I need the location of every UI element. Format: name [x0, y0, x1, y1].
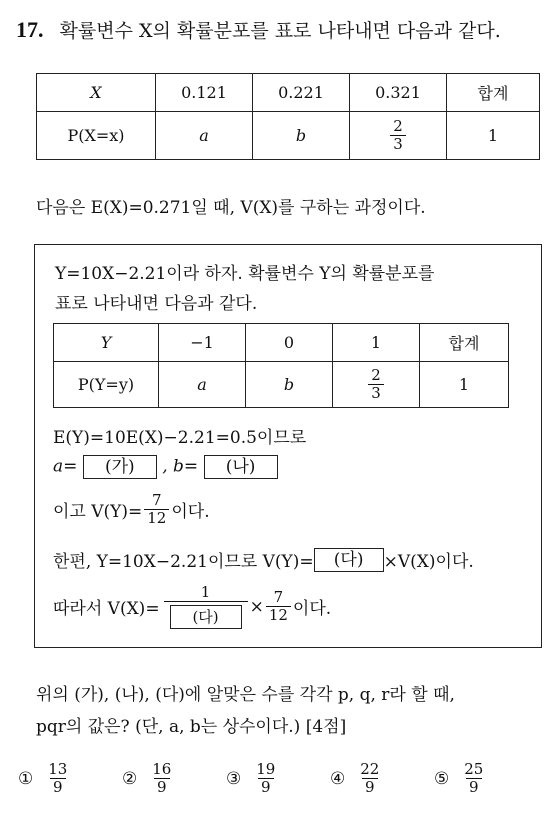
- choice-3[interactable]: [226, 762, 330, 796]
- fraction: $\frac{2}{3}$: [368, 368, 384, 402]
- table-cell: 0.321: [350, 74, 447, 112]
- fraction: [357, 762, 382, 796]
- final-line: [53, 585, 331, 629]
- table-cell: 0: [246, 324, 333, 362]
- fraction: [164, 585, 248, 629]
- choice-mark: ①: [18, 768, 34, 789]
- fraction-numerator: 16: [152, 760, 172, 778]
- table-row-label: P(Y=y): [54, 362, 159, 408]
- fraction-denominator: 9: [50, 778, 66, 796]
- ask-line-1: 위의 (가), (나), (다)에 알맞은 수를 각각 p, q, r라 할 때,: [36, 685, 455, 705]
- fraction-numerator: 1: [200, 583, 211, 601]
- box-line-1: Y=10X−2.21이라 하자. 확률변수 Y의 확률분포를: [55, 264, 435, 284]
- ab-line: [53, 455, 278, 479]
- fraction-numerator: 13: [48, 760, 68, 778]
- table-cell: 1: [420, 362, 509, 408]
- choice-2[interactable]: [122, 762, 226, 796]
- fraction-numerator: 7: [273, 588, 284, 607]
- fraction-denominator: 9: [466, 778, 482, 796]
- fraction-numerator: 19: [256, 760, 276, 778]
- table-row: [54, 362, 509, 408]
- question-header: [16, 16, 501, 43]
- box-line-2: 표로 나타내면 다음과 같다.: [55, 294, 258, 314]
- fraction: [266, 590, 291, 624]
- fraction-denominator: 12: [144, 509, 169, 527]
- answer-choices: [18, 762, 538, 796]
- choice-mark: ③: [226, 768, 242, 789]
- table-cell: Y: [54, 324, 159, 362]
- a-equals: a=: [53, 456, 78, 477]
- table-header-row: [37, 74, 540, 112]
- fraction: [461, 762, 486, 796]
- table-cell: b: [246, 362, 333, 408]
- table-cell-fraction: [333, 362, 420, 408]
- solution-box: [34, 244, 542, 648]
- table-cell: b: [253, 112, 350, 160]
- question-stem: 확률변수 X의 확률분포를 표로 나타내면 다음과 같다.: [59, 20, 501, 42]
- table-cell: 0.221: [253, 74, 350, 112]
- table-cell: 합계: [420, 324, 509, 362]
- fraction-numerator: 22: [360, 760, 380, 778]
- fraction-denominator: [164, 601, 248, 629]
- choice-mark: ②: [122, 768, 138, 789]
- hanpyeon-suffix: ×V(X)이다.: [383, 552, 474, 572]
- vy-prefix: 이고 V(Y)=: [53, 502, 143, 523]
- vy-line: [53, 493, 210, 527]
- table-cell: X: [37, 74, 156, 112]
- fraction-denominator: 9: [362, 778, 378, 796]
- ask-line-2: pqr의 값은? (단, a, b는 상수이다.) [4점]: [36, 717, 347, 737]
- fraction-denominator: 12: [266, 606, 291, 624]
- table-cell: −1: [159, 324, 246, 362]
- blank-na: (나): [204, 455, 278, 479]
- table-cell-fraction: [350, 112, 447, 160]
- table-cell: a: [156, 112, 253, 160]
- fraction: [149, 762, 174, 796]
- choice-5[interactable]: [434, 762, 538, 796]
- fraction: [144, 493, 169, 527]
- choice-1[interactable]: [18, 762, 122, 796]
- fraction-denominator: 9: [154, 778, 170, 796]
- blank-da-2: (다): [170, 605, 242, 629]
- final-prefix: 따라서 V(X)=: [53, 599, 160, 620]
- b-equals: , b=: [162, 456, 199, 477]
- table-cell: 1: [447, 112, 540, 160]
- blank-da: (다): [314, 548, 384, 572]
- hanpyeon-prefix: 한편, Y=10X−2.21이므로 V(Y)=: [53, 552, 314, 572]
- final-suffix: 이다.: [292, 599, 332, 620]
- question-number: 17.: [16, 17, 44, 42]
- choice-mark: ④: [330, 768, 346, 789]
- hanpyeon-line: [53, 547, 474, 572]
- given-line: 다음은 E(X)=0.271일 때, V(X)를 구하는 과정이다.: [36, 198, 426, 218]
- vy-suffix: 이다.: [171, 502, 210, 523]
- ey-line: E(Y)=10E(X)−2.21=0.5이므로: [53, 428, 307, 448]
- fraction: [253, 762, 278, 796]
- fraction: $\frac{2}{3}$: [390, 119, 406, 153]
- fraction-numerator: 25: [464, 760, 484, 778]
- probability-table-y: [53, 323, 509, 408]
- table-cell: 0.121: [156, 74, 253, 112]
- choice-mark: ⑤: [434, 768, 450, 789]
- fraction-numerator: 7: [152, 491, 162, 509]
- table-row: [37, 112, 540, 160]
- fraction-denominator: 9: [258, 778, 274, 796]
- table-cell: 합계: [447, 74, 540, 112]
- table-header-row: [54, 324, 509, 362]
- table-row-label: P(X=x): [37, 112, 156, 160]
- fraction: [45, 762, 70, 796]
- probability-table-x: [36, 73, 540, 160]
- blank-ga: (가): [83, 455, 157, 479]
- times-sign: ×: [249, 596, 264, 617]
- choice-4[interactable]: [330, 762, 434, 796]
- table-cell: a: [159, 362, 246, 408]
- table-cell: 1: [333, 324, 420, 362]
